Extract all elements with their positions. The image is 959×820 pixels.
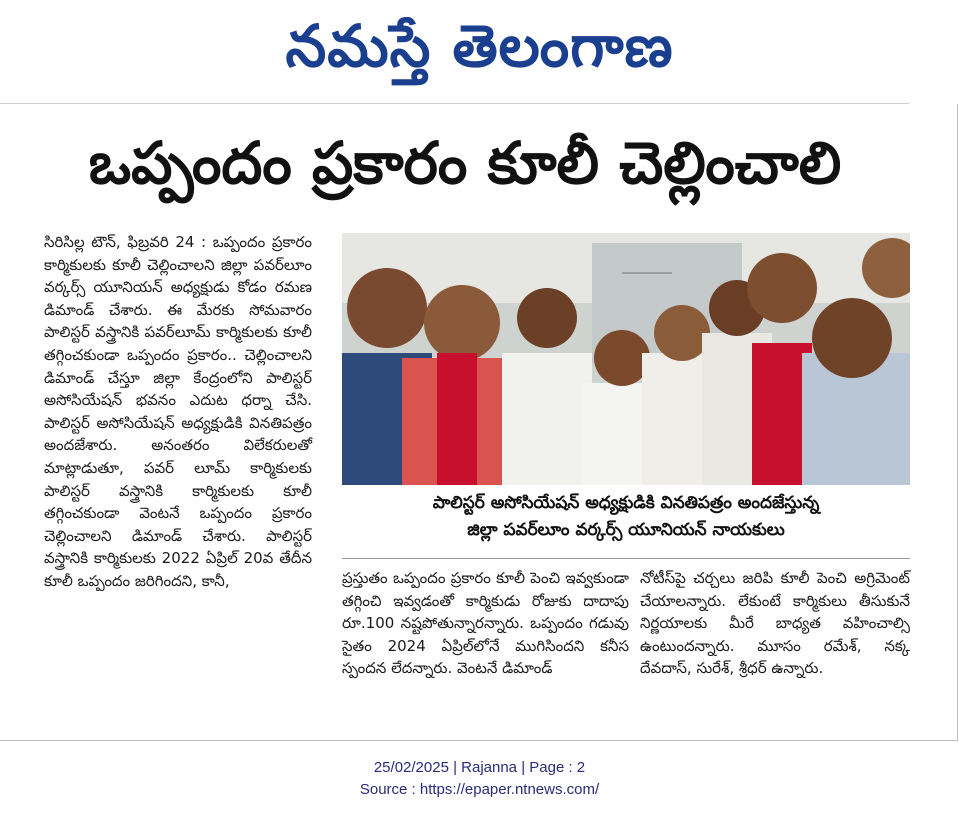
article-headline: ఒప్పందం ప్రకారం కూలీ చెల్లించాలి	[88, 129, 842, 197]
photo-caption	[342, 490, 910, 556]
article-text-column-1: సిరిసిల్ల టౌన్, ఫిబ్రవరి 24 : ఒప్పందం ప్రకారం కార్మికులకు కూలీ చెల్లించాలని జిల్లా పవర్‌లూం వర్కర్స్ యూనియన్ అధ్యక్షుడు కోడం రమణ డిమాండ్ చేశారు. ఈ మేరకు సోమవారం పాలిస్టర్ వస్త్రానికి పవర్‌లూమ్ కార్మికులకు కూలీ తగ్గించకుండా ఒప్పందం ప్రకారం.. చెల్లించాలని డిమాండ్ చేస్తూ జిల్లా కేంద్రంలోని పాలిస్టర్ అసోసియేషన్ భవనం ఎదుట ధర్నా చేసి. పాలిస్టర్ అసోసియేషన్ అధ్యక్షుడికి వినతిపత్రం అందజేశారు. అనంతరం విలేకరులతో మాట్లాడుతూ, పవర్ లూమ్ కార్మికులకు పాలిస్టర్ వస్త్రానికి కార్మికులకు కూలీ తగ్గించకుండా వెంటనే ఒప్పందం ప్రకారం చెల్లించాలని డిమాండ్ చేశారు. పాలిస్టర్ వస్త్రానికి కార్మికులకు 2022 ఏప్రిల్ 20వ తేదీన కూలీ ఒప్పందం జరిగిందని, కానీ,	[44, 233, 312, 590]
article-column-2	[342, 567, 629, 680]
caption-divider	[342, 558, 910, 559]
source-line: Source : https://epaper.ntnews.com/	[359, 781, 600, 798]
photo-caption-line-2: జిల్లా పవర్‌లూం వర్కర్స్ యూనియన్ నాయకులు	[467, 520, 785, 540]
group-photo-illustration	[342, 233, 910, 485]
photo-caption-line-1: పాలిస్టర్ అసోసియేషన్ అధ్యక్షుడికి వినతిపత్రం అందజేస్తున్న	[432, 493, 820, 513]
edition-line: 25/02/2025 | Rajanna | Page : 2	[373, 759, 586, 776]
article-photo	[342, 233, 910, 485]
article-column-3	[640, 567, 910, 680]
newspaper-logo: నమస్తే తెలంగాణ	[285, 12, 674, 80]
article-column-1	[44, 231, 312, 593]
article-text-column-3: నోటీస్‌పై చర్చలు జరిపి కూలీ పెంచి అగ్రిమెంట్ చేయాలన్నారు. లేకుంటే కార్మికులు తీసుకునే నిర్ణయాలకు మీరే బాధ్యత వహించాల్సి ఉంటుందన్నారు. మూసం రమేశ్, నక్క దేవదాస్, సురేశ్, శ్రీధర్ ఉన్నారు.	[640, 569, 910, 678]
page-footer	[0, 757, 959, 801]
article-text-column-2: ప్రస్తుతం ఒప్పందం ప్రకారం కూలీ పెంచి ఇవ్వకుండా తగ్గించి ఇవ్వడంతో కార్మికుడు రోజుకు దాదాపు రూ.100 నష్టపోతున్నారన్నారు. ఒప్పందం గడువు సైతం 2024 ఏప్రిల్‌లోనే ముగిసిందని కనీస స్పందన లేదన్నారు. వెంటనే డిమాండ్	[342, 569, 629, 678]
masthead	[0, 0, 959, 100]
